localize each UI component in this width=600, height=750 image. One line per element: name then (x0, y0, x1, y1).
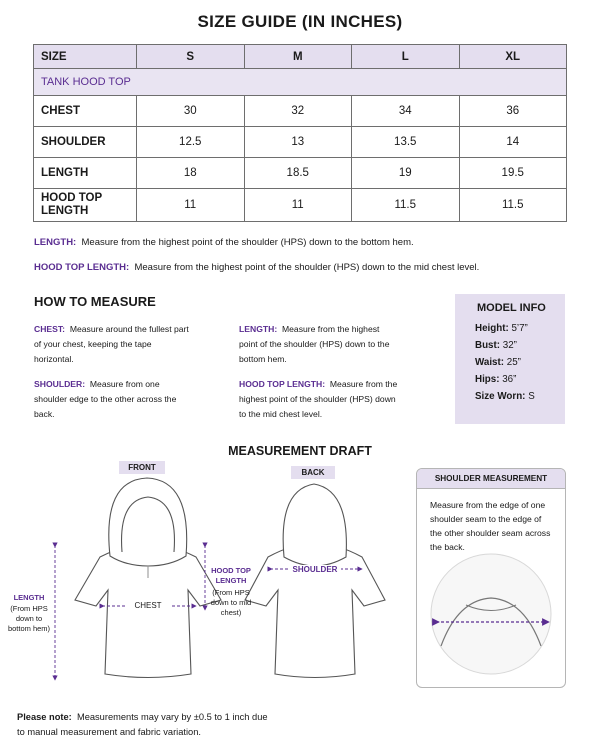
row-label: HOOD TOP LENGTH (34, 189, 137, 222)
note-text: Measure from the highest point of the shoulder (HPS) down to the bottom hem. (81, 237, 414, 248)
back-tag: BACK (291, 466, 335, 479)
header-xl: XL (459, 45, 567, 69)
table-cell: 11 (137, 189, 245, 222)
row-label: SHOULDER (34, 127, 137, 158)
model-label: Waist: (475, 357, 505, 368)
shoulder-panel-title: SHOULDER MEASUREMENT (417, 469, 565, 489)
how-text: Measure from the highest point of the shoulder (HPS) down to the bottom hem. (239, 324, 390, 364)
table-cell: 14 (459, 127, 567, 158)
front-garment-drawing (75, 478, 221, 678)
front-hood-outline (109, 478, 187, 566)
how-key: HOOD TOP LENGTH: (239, 379, 326, 389)
model-value: 36” (502, 374, 517, 385)
section-label: TANK HOOD TOP (34, 69, 567, 96)
how-text: Measure around the fullest part of your chest, keeping the tape horizontal. (34, 324, 189, 364)
table-cell: 34 (352, 96, 460, 127)
back-hood-outline (283, 484, 346, 566)
hood-length-label: HOOD TOP LENGTH (211, 566, 251, 585)
header-m: M (244, 45, 352, 69)
footer-note (17, 710, 277, 740)
back-garment-drawing (245, 484, 385, 678)
how-key: LENGTH: (239, 324, 278, 334)
length-label: LENGTH (13, 593, 45, 602)
how-key: CHEST: (34, 324, 66, 334)
note-key: HOOD TOP LENGTH: (34, 262, 130, 273)
shoulder-label: SHOULDER (289, 565, 341, 575)
table-cell: 13 (244, 127, 352, 158)
header-size: SIZE (34, 45, 137, 69)
note-text: Measure from the highest point of the shoulder (HPS) down to the mid chest level. (134, 262, 480, 273)
model-value: 5’7” (511, 323, 528, 334)
model-label: Height: (475, 323, 509, 334)
table-cell: 11.5 (352, 189, 460, 222)
page-title: SIZE GUIDE (IN INCHES) (197, 12, 403, 31)
model-label: Bust: (475, 340, 501, 351)
table-cell: 18 (137, 158, 245, 189)
shoulder-panel-text: Measure from the edge of one shoulder seam to the edge of the other shoulder seam across the back. (430, 500, 551, 552)
row-label: CHEST (34, 96, 137, 127)
table-cell: 18.5 (244, 158, 352, 189)
table-cell: 30 (137, 96, 245, 127)
table-cell: 36 (459, 96, 567, 127)
header-l: L (352, 45, 460, 69)
model-value: 32” (502, 340, 517, 351)
model-info-title: MODEL INFO (477, 302, 546, 314)
how-text: Measure from the highest point of the shoulder (HPS) down to the mid chest level. (239, 379, 398, 419)
header-s: S (137, 45, 245, 69)
table-cell: 19 (352, 158, 460, 189)
hood-length-sublabel: (From HPS down to mid chest) (210, 588, 252, 617)
chest-label: CHEST (126, 601, 170, 611)
model-label: Size Worn: (475, 391, 526, 402)
how-text: Measure from one shoulder edge to the other across the back. (34, 379, 177, 419)
table-cell: 13.5 (352, 127, 460, 158)
front-tag: FRONT (119, 461, 165, 474)
footer-text: Measurements may vary by ±0.5 to 1 inch due to manual measurement and fabric variation. (17, 712, 268, 737)
model-label: Hips: (475, 374, 500, 385)
model-value: S (528, 391, 535, 402)
measurement-draft-title: MEASUREMENT DRAFT (228, 444, 372, 458)
length-sublabel: (From HPS down to bottom hem) (7, 604, 51, 633)
how-key: SHOULDER: (34, 379, 86, 389)
row-label: LENGTH (34, 158, 137, 189)
model-value: 25” (506, 357, 521, 368)
table-cell: 12.5 (137, 127, 245, 158)
how-to-measure-title: HOW TO MEASURE (34, 294, 156, 309)
shoulder-measurement-panel (416, 468, 566, 688)
table-cell: 32 (244, 96, 352, 127)
table-cell: 19.5 (459, 158, 567, 189)
table-cell: 11.5 (459, 189, 567, 222)
table-cell: 11 (244, 189, 352, 222)
note-key: LENGTH: (34, 237, 77, 248)
footer-key: Please note: (17, 712, 72, 722)
